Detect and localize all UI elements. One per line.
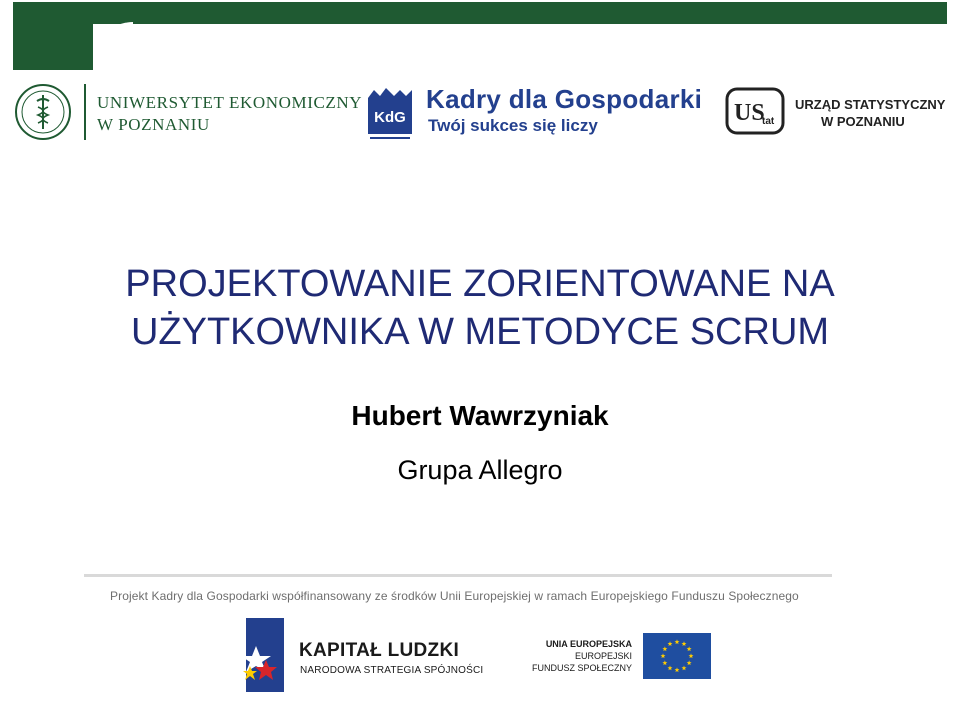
statistics-office-line2: W POZNANIU: [821, 114, 905, 129]
slide-title: [0, 260, 960, 356]
statistics-office-line1: URZĄD STATYSTYCZNY: [795, 97, 946, 112]
header-band: [13, 2, 947, 24]
kdg-slogan: Twój sukces się liczy: [428, 116, 598, 135]
university-divider: [84, 84, 86, 140]
author-name: Hubert Wawrzyniak: [351, 400, 609, 431]
kapital-ludzki-title: KAPITAŁ LUDZKI: [299, 640, 460, 661]
eu-text-line2: EUROPEJSKI: [574, 651, 632, 661]
eu-text-line1: UNIA EUROPEJSKA: [545, 639, 632, 649]
ustat-logo-sub: tat: [762, 116, 775, 127]
ustat-logo-text: US: [734, 100, 765, 126]
slide-title-line2: UŻYTKOWNIKA W METODYCE SCRUM: [130, 311, 830, 353]
logo-row: [0, 78, 960, 148]
kapital-ludzki-subtitle: NARODOWA STRATEGIA SPÓJNOŚCI: [300, 665, 484, 676]
footer-funding-note: Projekt Kadry dla Gospodarki współfinansowany ze środków Unii Europejskiej w ramach Europejskiego Funduszu Społecznego: [110, 589, 799, 603]
caduceus-seal-icon: [14, 83, 72, 141]
kdg-title: Kadry dla Gospodarki: [426, 84, 703, 114]
university-name-line2: W POZNANIU: [97, 115, 210, 134]
eu-flag-icon: [643, 633, 711, 679]
university-name-line1: UNIWERSYTET EKONOMICZNY: [97, 93, 363, 112]
header-side-band: [13, 22, 93, 70]
statistics-office-name: [795, 96, 945, 130]
kdg-logo-text: KdG: [374, 109, 406, 126]
university-name: [97, 92, 362, 136]
slide-title-line1: PROJEKTOWANIE ZORIENTOWANE NA: [125, 263, 835, 305]
kdg-logo-icon: [364, 84, 416, 142]
eu-text-line3: FUNDUSZ SPOŁECZNY: [531, 663, 632, 673]
eu-text: [530, 638, 632, 674]
author-affiliation: Grupa Allegro: [397, 455, 563, 485]
header-curve: [93, 22, 133, 62]
ustat-logo-icon: [724, 86, 786, 136]
footer-divider: [84, 574, 832, 577]
kapital-ludzki-star-icon: [236, 616, 288, 694]
